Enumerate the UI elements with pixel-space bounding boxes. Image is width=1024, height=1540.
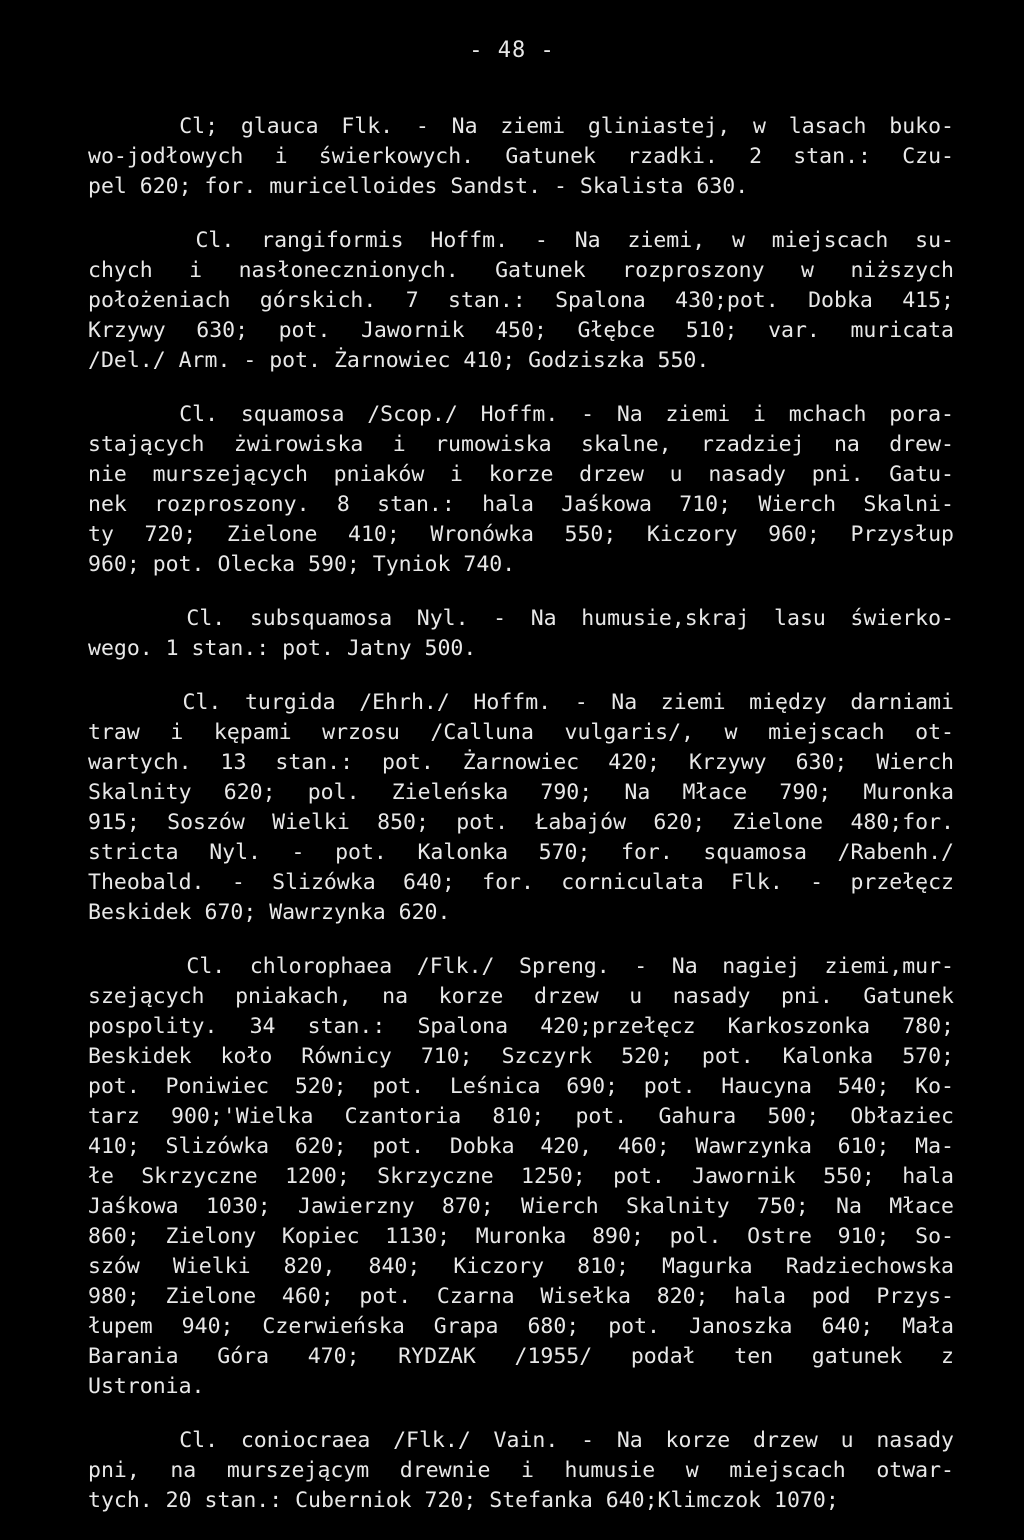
text-line: tych. 20 stan.: Cuberniok 720; Stefanka 640;Klimczok 1070; <box>88 1488 839 1513</box>
text-line: Barania Góra 470; RYDZAK /1955/ podał ten gatunek z <box>88 1344 954 1369</box>
text-line: wego. 1 stan.: pot. Jatny 500. <box>88 636 477 661</box>
text-line: Beskidek 670; Wawrzynka 620. <box>88 900 451 925</box>
text-line: Cl. squamosa /Scop./ Hoffm. - Na ziemi i mchach pora- <box>88 402 954 427</box>
text-line: szów Wielki 820, 840; Kiczory 810; Magurka Radziechowska <box>88 1254 954 1279</box>
text-line: nek rozproszony. 8 stan.: hala Jaśkowa 710; Wierch Skalni- <box>88 492 954 517</box>
entry-cladonia-glauca <box>88 112 954 202</box>
text-line: Skalnity 620; pol. Zieleńska 790; Na Młace 790; Muronka <box>88 780 954 805</box>
text-line: Ustronia. <box>88 1374 205 1399</box>
entry-cladonia-turgida <box>88 688 954 928</box>
text-line: Cl; glauca Flk. - Na ziemi gliniastej, w lasach buko- <box>88 114 954 139</box>
text-line: Krzywy 630; pot. Jawornik 450; Głębce 510; var. muricata <box>88 318 954 343</box>
text-line: 860; Zielony Kopiec 1130; Muronka 890; pol. Ostre 910; So- <box>88 1224 954 1249</box>
text-line: ty 720; Zielone 410; Wronówka 550; Kiczory 960; Przysłup <box>88 522 954 547</box>
text-line: chych i nasłonecznionych. Gatunek rozproszony w niższych <box>88 258 954 283</box>
text-line: łe Skrzyczne 1200; Skrzyczne 1250; pot. Jawornik 550; hala <box>88 1164 954 1189</box>
entry-cladonia-squamosa <box>88 400 954 580</box>
text-line: 410; Slizówka 620; pot. Dobka 420, 460; Wawrzynka 610; Ma- <box>88 1134 954 1159</box>
text-line: /Del./ Arm. - pot. Żarnowiec 410; Godziszka 550. <box>88 348 710 373</box>
text-line: Cl. subsquamosa Nyl. - Na humusie,skraj lasu świerko- <box>88 606 954 631</box>
entry-cladonia-subsquamosa <box>88 604 954 664</box>
entry-cladonia-coniocraea <box>88 1426 954 1516</box>
text-line: wo-jodłowych i świerkowych. Gatunek rzadki. 2 stan.: Czu- <box>88 144 954 169</box>
text-line: Theobald. - Slizówka 640; for. corniculata Flk. - przełęcz <box>88 870 954 895</box>
entry-cladonia-chlorophaea <box>88 952 954 1402</box>
text-line: stricta Nyl. - pot. Kalonka 570; for. squamosa /Rabenh./ <box>88 840 954 865</box>
text-line: 960; pot. Olecka 590; Tyniok 740. <box>88 552 516 577</box>
text-line: szejących pniakach, na korze drzew u nasady pni. Gatunek <box>88 984 954 1009</box>
page-number: - 48 - <box>469 38 555 63</box>
text-line: pospolity. 34 stan.: Spalona 420;przełęcz Karkoszonka 780; <box>88 1014 954 1039</box>
text-line: Cl. coniocraea /Flk./ Vain. - Na korze drzew u nasady <box>88 1428 954 1453</box>
text-line: Cl. chlorophaea /Flk./ Spreng. - Na nagiej ziemi,mur- <box>88 954 954 979</box>
entry-cladonia-rangiformis <box>88 226 954 376</box>
text-line: Beskidek koło Równicy 710; Szczyrk 520; pot. Kalonka 570; <box>88 1044 954 1069</box>
text-line: Cl. rangiformis Hoffm. - Na ziemi, w miejscach su- <box>88 228 954 253</box>
text-line: stających żwirowiska i rumowiska skalne, rzadziej na drew- <box>88 432 954 457</box>
text-line: 980; Zielone 460; pot. Czarna Wisełka 820; hala pod Przys- <box>88 1284 954 1309</box>
text-line: pni, na murszejącym drewnie i humusie w miejscach otwar- <box>88 1458 954 1483</box>
text-line: Jaśkowa 1030; Jawierzny 870; Wierch Skalnity 750; Na Młace <box>88 1194 954 1219</box>
document-body <box>88 112 954 1540</box>
text-line: Cl. turgida /Ehrh./ Hoffm. - Na ziemi między darniami <box>88 690 954 715</box>
text-line: pot. Poniwiec 520; pot. Leśnica 690; pot. Haucyna 540; Ko- <box>88 1074 954 1099</box>
text-line: wartych. 13 stan.: pot. Żarnowiec 420; Krzywy 630; Wierch <box>88 750 954 775</box>
text-line: łupem 940; Czerwieńska Grapa 680; pot. Janoszka 640; Mała <box>88 1314 954 1339</box>
text-line: 915; Soszów Wielki 850; pot. Łabajów 620; Zielone 480;for. <box>88 810 954 835</box>
text-line: położeniach górskich. 7 stan.: Spalona 430;pot. Dobka 415; <box>88 288 954 313</box>
text-line: nie murszejących pniaków i korze drzew u nasady pni. Gatu- <box>88 462 954 487</box>
text-line: traw i kępami wrzosu /Calluna vulgaris/, w miejscach ot- <box>88 720 954 745</box>
text-line: tarz 900;'Wielka Czantoria 810; pot. Gahura 500; Obłaziec <box>88 1104 954 1129</box>
text-line: pel 620; for. muricelloides Sandst. - Skalista 630. <box>88 174 749 199</box>
